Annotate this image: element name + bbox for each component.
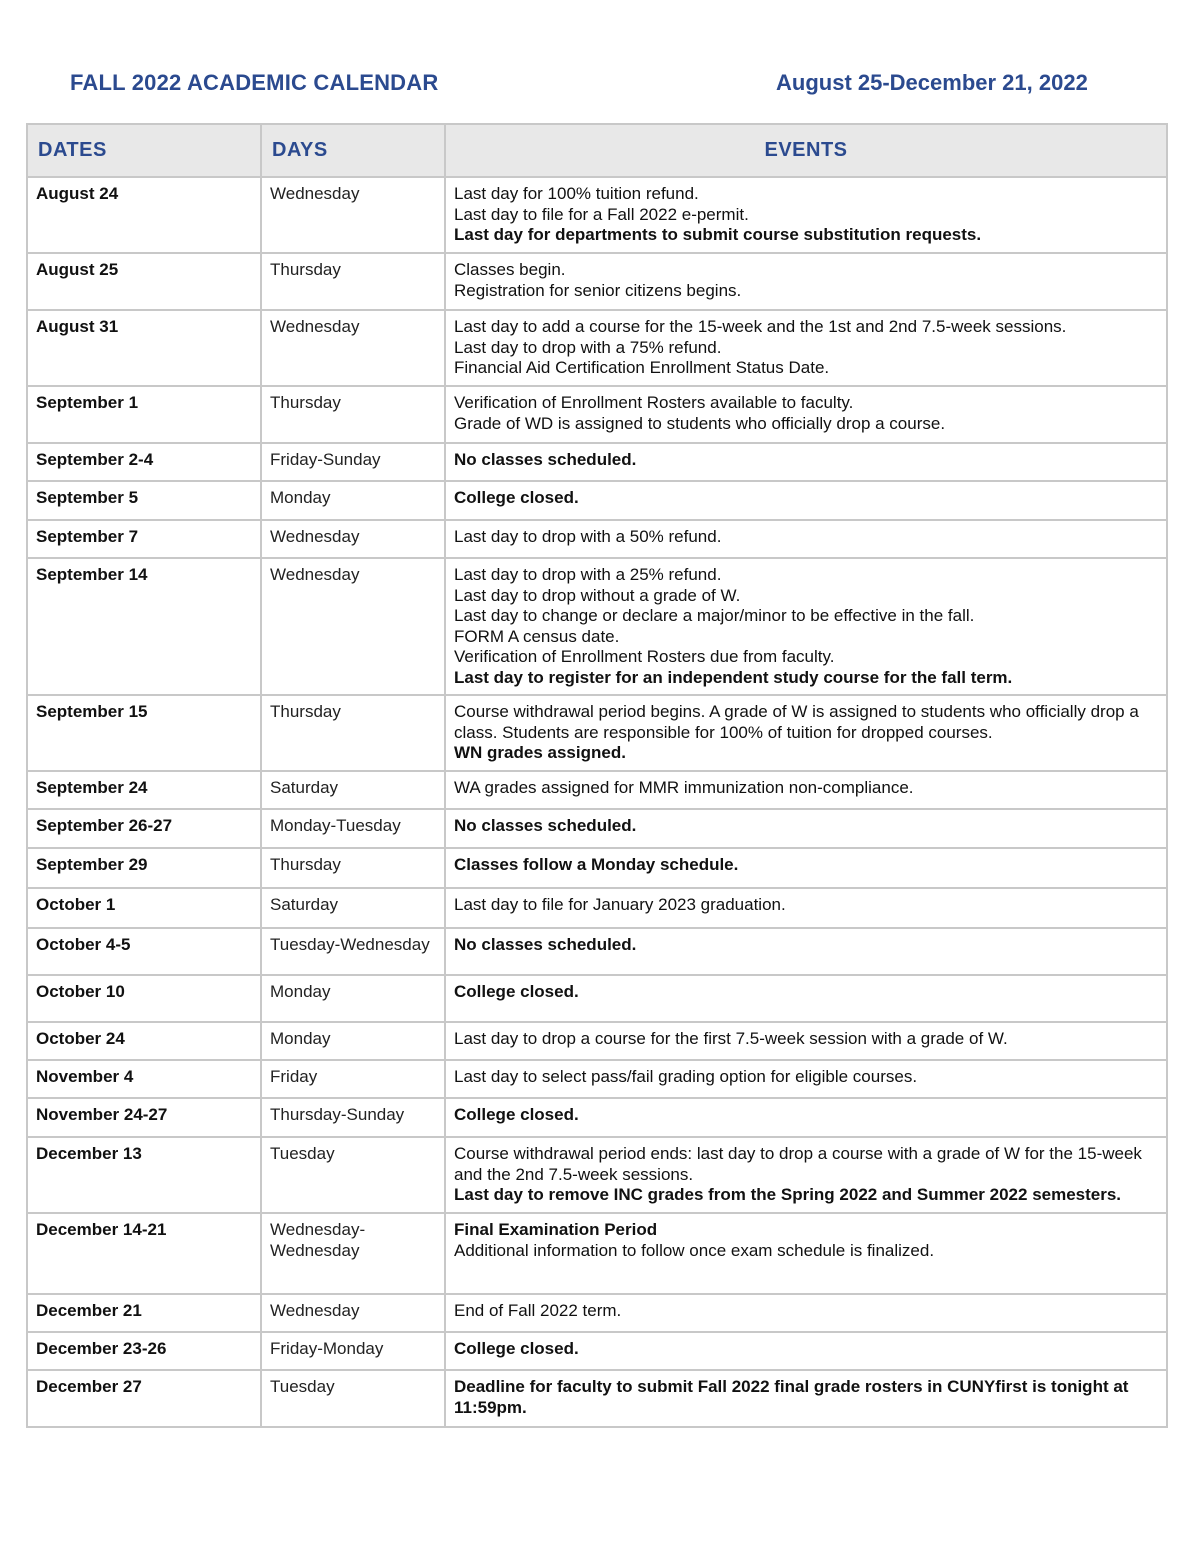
day-cell: Wednesday bbox=[261, 1294, 445, 1332]
day-cell: Monday bbox=[261, 1022, 445, 1060]
day-cell: Monday bbox=[261, 481, 445, 520]
date-cell: September 14 bbox=[27, 558, 261, 695]
event-line: Last day to drop a course for the first 7.5-week session with a grade of W. bbox=[454, 1029, 1008, 1048]
event-line: Last day to register for an independent study course for the fall term. bbox=[454, 667, 1013, 687]
day-cell: Thursday-Sunday bbox=[261, 1098, 445, 1137]
table-row bbox=[27, 771, 1167, 809]
table-row bbox=[27, 520, 1167, 558]
date-cell: December 27 bbox=[27, 1370, 261, 1427]
event-line: Verification of Enrollment Rosters available to faculty. bbox=[454, 393, 854, 412]
table-row bbox=[27, 1213, 1167, 1294]
date-cell: September 5 bbox=[27, 481, 261, 520]
table-row bbox=[27, 253, 1167, 310]
events-cell bbox=[445, 809, 1167, 848]
events-cell bbox=[445, 1370, 1167, 1427]
events-cell bbox=[445, 1332, 1167, 1370]
events-cell bbox=[445, 520, 1167, 558]
events-cell bbox=[445, 253, 1167, 310]
event-line: Last day to file for January 2023 graduation. bbox=[454, 895, 786, 914]
table-row bbox=[27, 1060, 1167, 1098]
date-cell: August 31 bbox=[27, 310, 261, 386]
table-row bbox=[27, 1294, 1167, 1332]
column-header-dates: DATES bbox=[27, 124, 261, 177]
day-cell: Tuesday bbox=[261, 1370, 445, 1427]
event-line: Course withdrawal period ends: last day to drop a course with a grade of W for the 15-week and the 2nd 7.5-week sessions. bbox=[454, 1144, 1142, 1184]
date-cell: August 25 bbox=[27, 253, 261, 310]
table-body bbox=[27, 177, 1167, 1427]
events-cell bbox=[445, 1137, 1167, 1213]
day-cell: Wednesday bbox=[261, 310, 445, 386]
event-line: Classes begin. bbox=[454, 260, 566, 279]
table-row bbox=[27, 695, 1167, 771]
table-row bbox=[27, 928, 1167, 975]
day-cell: Saturday bbox=[261, 888, 445, 928]
events-cell bbox=[445, 481, 1167, 520]
table-row bbox=[27, 1370, 1167, 1427]
date-cell: December 13 bbox=[27, 1137, 261, 1213]
date-cell: September 26-27 bbox=[27, 809, 261, 848]
events-cell bbox=[445, 928, 1167, 975]
date-cell: December 14-21 bbox=[27, 1213, 261, 1294]
events-cell bbox=[445, 1294, 1167, 1332]
event-line: Deadline for faculty to submit Fall 2022 final grade rosters in CUNYfirst is tonight at 11:59pm. bbox=[454, 1377, 1129, 1417]
events-cell bbox=[445, 443, 1167, 481]
date-cell: October 24 bbox=[27, 1022, 261, 1060]
column-header-events: EVENTS bbox=[445, 124, 1167, 177]
date-cell: October 1 bbox=[27, 888, 261, 928]
day-cell: Friday bbox=[261, 1060, 445, 1098]
table-row bbox=[27, 1137, 1167, 1213]
events-cell bbox=[445, 310, 1167, 386]
day-cell: Wednesday bbox=[261, 558, 445, 695]
day-cell: Thursday bbox=[261, 848, 445, 888]
events-cell bbox=[445, 1098, 1167, 1137]
table-row bbox=[27, 809, 1167, 848]
event-line: College closed. bbox=[454, 488, 579, 507]
table-row bbox=[27, 848, 1167, 888]
date-cell: December 23-26 bbox=[27, 1332, 261, 1370]
event-line: Last day for departments to submit course substitution requests. bbox=[454, 225, 982, 244]
event-line: Classes follow a Monday schedule. bbox=[454, 855, 739, 874]
day-cell: Thursday bbox=[261, 253, 445, 310]
date-cell: August 24 bbox=[27, 177, 261, 253]
day-cell: Thursday bbox=[261, 386, 445, 443]
event-line: Last day to drop with a 25% refund. bbox=[454, 565, 722, 584]
event-line: Final Examination Period bbox=[454, 1220, 658, 1239]
table-row bbox=[27, 481, 1167, 520]
event-line: Last day to select pass/fail grading option for eligible courses. bbox=[454, 1067, 918, 1086]
events-cell bbox=[445, 975, 1167, 1022]
date-cell: September 2-4 bbox=[27, 443, 261, 481]
date-cell: October 4-5 bbox=[27, 928, 261, 975]
event-line: Last day to drop without a grade of W. bbox=[454, 585, 741, 605]
table-row bbox=[27, 888, 1167, 928]
event-line: Last day to drop with a 75% refund. bbox=[454, 337, 722, 357]
events-cell bbox=[445, 888, 1167, 928]
term-date-range: August 25-December 21, 2022 bbox=[776, 70, 1088, 95]
event-line: No classes scheduled. bbox=[454, 816, 637, 835]
events-cell bbox=[445, 1022, 1167, 1060]
page-title: FALL 2022 ACADEMIC CALENDAR bbox=[70, 70, 439, 95]
day-cell: Monday bbox=[261, 975, 445, 1022]
table-row bbox=[27, 558, 1167, 695]
events-cell bbox=[445, 771, 1167, 809]
event-line: Last day to remove INC grades from the Spring 2022 and Summer 2022 semesters. bbox=[454, 1185, 1122, 1204]
events-cell bbox=[445, 558, 1167, 695]
event-line: Additional information to follow once exam schedule is finalized. bbox=[454, 1240, 935, 1260]
day-cell: Tuesday bbox=[261, 1137, 445, 1213]
event-line: Last day to drop with a 50% refund. bbox=[454, 527, 722, 546]
event-line: College closed. bbox=[454, 982, 579, 1001]
day-cell: Friday-Monday bbox=[261, 1332, 445, 1370]
event-line: Last day to add a course for the 15-week and the 1st and 2nd 7.5-week sessions. bbox=[454, 317, 1067, 336]
events-cell bbox=[445, 1060, 1167, 1098]
event-line: Financial Aid Certification Enrollment Status Date. bbox=[454, 358, 830, 377]
events-cell bbox=[445, 1213, 1167, 1294]
table-row bbox=[27, 443, 1167, 481]
academic-calendar-table bbox=[26, 123, 1168, 1428]
day-cell: Saturday bbox=[261, 771, 445, 809]
table-row bbox=[27, 386, 1167, 443]
table-row bbox=[27, 310, 1167, 386]
events-cell bbox=[445, 848, 1167, 888]
date-cell: September 29 bbox=[27, 848, 261, 888]
event-line: Last day to change or declare a major/minor to be effective in the fall. bbox=[454, 606, 975, 625]
column-header-days: DAYS bbox=[261, 124, 445, 177]
date-cell: September 7 bbox=[27, 520, 261, 558]
event-line: Verification of Enrollment Rosters due from faculty. bbox=[454, 647, 835, 666]
date-cell: September 1 bbox=[27, 386, 261, 443]
day-cell: Wednesday-Wednesday bbox=[261, 1213, 445, 1294]
table-row bbox=[27, 1332, 1167, 1370]
events-cell bbox=[445, 386, 1167, 443]
event-line: Grade of WD is assigned to students who officially drop a course. bbox=[454, 413, 946, 433]
date-cell: November 4 bbox=[27, 1060, 261, 1098]
date-cell: December 21 bbox=[27, 1294, 261, 1332]
day-cell: Wednesday bbox=[261, 520, 445, 558]
event-line: WN grades assigned. bbox=[454, 743, 626, 762]
event-line: College closed. bbox=[454, 1339, 579, 1358]
day-cell: Thursday bbox=[261, 695, 445, 771]
day-cell: Wednesday bbox=[261, 177, 445, 253]
event-line: WA grades assigned for MMR immunization non-compliance. bbox=[454, 778, 914, 797]
date-cell: October 10 bbox=[27, 975, 261, 1022]
day-cell: Friday-Sunday bbox=[261, 443, 445, 481]
events-cell bbox=[445, 695, 1167, 771]
events-cell bbox=[445, 177, 1167, 253]
day-cell: Monday-Tuesday bbox=[261, 809, 445, 848]
date-cell: September 15 bbox=[27, 695, 261, 771]
event-line: Course withdrawal period begins. A grade of W is assigned to students who officially drop a class. Students are responsible for 100% of tuition for dropped courses. bbox=[454, 702, 1139, 742]
event-line: College closed. bbox=[454, 1105, 579, 1124]
event-line: FORM A census date. bbox=[454, 626, 620, 646]
table-row bbox=[27, 177, 1167, 253]
table-row bbox=[27, 975, 1167, 1022]
table-row bbox=[27, 1098, 1167, 1137]
date-cell: November 24-27 bbox=[27, 1098, 261, 1137]
day-cell: Tuesday-Wednesday bbox=[261, 928, 445, 975]
event-line: Registration for senior citizens begins. bbox=[454, 280, 742, 300]
date-cell: September 24 bbox=[27, 771, 261, 809]
table-row bbox=[27, 1022, 1167, 1060]
event-line: Last day to file for a Fall 2022 e-permit. bbox=[454, 204, 749, 224]
event-line: No classes scheduled. bbox=[454, 450, 637, 469]
event-line: No classes scheduled. bbox=[454, 935, 637, 954]
table-header-row bbox=[27, 124, 1167, 177]
event-line: Last day for 100% tuition refund. bbox=[454, 184, 699, 203]
event-line: End of Fall 2022 term. bbox=[454, 1301, 622, 1320]
